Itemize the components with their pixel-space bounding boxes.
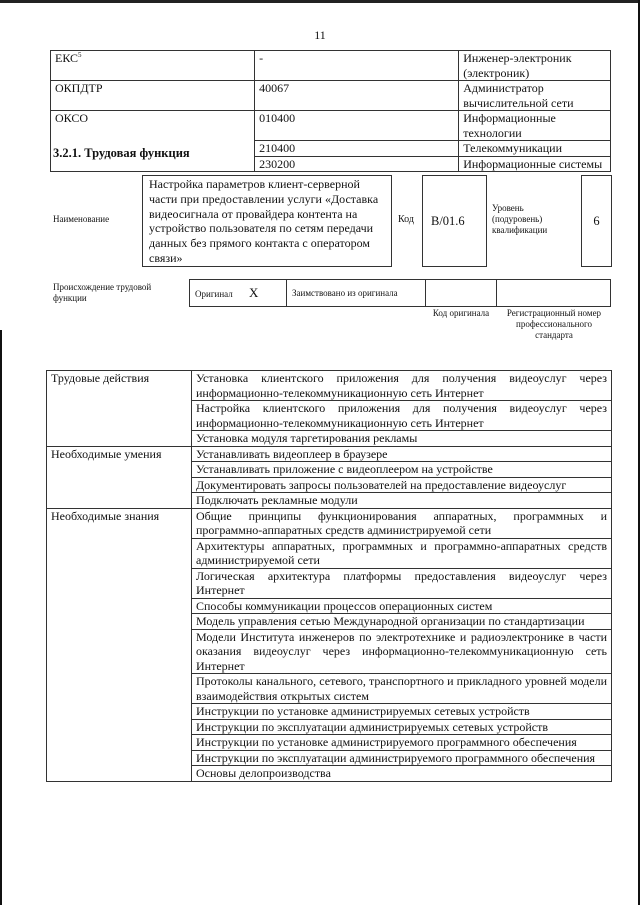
knowledge-item: Общие принципы функционирования аппаратных, программных и программно-аппаратных средств администрируемой сети — [192, 508, 612, 538]
code-cell: 010400 — [255, 111, 459, 141]
table-row — [51, 111, 611, 141]
function-code-box — [422, 175, 487, 267]
origin-table — [189, 279, 611, 307]
knowledge-item: Инструкции по эксплуатации администрируемого программного обеспечения — [192, 750, 612, 766]
name-cell: Администратор вычислительной сети — [459, 81, 611, 111]
section-heading: 3.2.1. Трудовая функция — [53, 146, 190, 160]
original-cell — [190, 280, 287, 307]
level-value: 6 — [593, 213, 600, 228]
origin-label: Происхождение трудовой функции — [53, 282, 152, 303]
code-cell: 40067 — [255, 81, 459, 111]
skill-item: Подключать рекламные модули — [192, 493, 612, 509]
name-cell: Инженер-электроник (электроник) — [459, 51, 611, 81]
knowledge-item: Архитектуры аппаратных, программных и программно-аппаратных средств администрируемой сети — [192, 538, 612, 568]
level-box — [581, 175, 612, 267]
footnote-ref: 5 — [78, 51, 82, 59]
knowledge-item: Логическая архитектура платформы предоставления видеоуслуг через Интернет — [192, 568, 612, 598]
original-label: Оригинал — [195, 288, 233, 299]
knowledge-item: Основы делопроизводства — [192, 766, 612, 782]
labor-action-item: Установка клиентского приложения для получения видеоуслуг через информационно-телекоммуникационную сеть Интернет — [192, 371, 612, 401]
classifier-cell: ОКПДТР — [51, 81, 255, 111]
knowledge-item: Модели Института инженеров по электротехнике и радиоэлектронике в части оказания видеоуслуг через информационно-телекоммуникационную сеть Интернет — [192, 629, 612, 674]
function-code: B/01.6 — [431, 213, 465, 228]
table-row — [51, 51, 611, 81]
knowledge-item: Протоколы канального, сетевого, транспортного и прикладного уровней модели взаимодействия открытых систем — [192, 674, 612, 704]
labor-action-item: Настройка клиентского приложения для получения видеоуслуг через информационно-телекоммуникационную сеть Интернет — [192, 401, 612, 431]
labor-actions-label: Трудовые действия — [47, 371, 192, 447]
function-details-table — [46, 370, 612, 782]
name-cell: Информационные технологии — [459, 111, 611, 141]
name-cell: Информационные системы — [459, 156, 611, 172]
name-cell: Телекоммуникации — [459, 141, 611, 157]
reg-number-caption: Регистрационный номер профессионального стандарта — [506, 308, 602, 340]
original-mark: X — [248, 284, 259, 300]
scan-left-edge — [0, 330, 2, 905]
skill-item: Устанавливать приложение с видеоплеером на устройстве — [192, 462, 612, 478]
table-row — [47, 371, 612, 401]
code-original-caption: Код оригинала — [432, 308, 490, 318]
table-row — [190, 280, 611, 307]
level-label: Уровень (подуровень) квалификации — [492, 203, 548, 235]
scan-top-edge — [0, 0, 640, 3]
skills-label: Необходимые умения — [47, 446, 192, 508]
classifier-cell: ОКСО — [51, 111, 255, 172]
knowledge-item: Инструкции по эксплуатации администрируемых сетевых устройств — [192, 719, 612, 735]
knowledge-label: Необходимые знания — [47, 508, 192, 781]
knowledge-item: Инструкции по установке администрируемого программного обеспечения — [192, 735, 612, 751]
table-row — [51, 81, 611, 111]
table-row — [47, 508, 612, 538]
name-label: Наименование — [53, 214, 110, 224]
function-name-box: Настройка параметров клиент-серверной части при предоставлении услуги «Доставка видеосигнала от провайдера контента на устройство пользователя по сетям передачи данных без прямого контакта с оператором связи» — [142, 175, 392, 267]
code-cell: 230200 — [255, 156, 459, 172]
skill-item: Устанавливать видеоплеер в браузере — [192, 446, 612, 462]
code-cell: - — [255, 51, 459, 81]
reg-number-cell — [497, 280, 611, 307]
knowledge-item: Способы коммуникации процессов операционных систем — [192, 598, 612, 614]
code-cell: 210400 — [255, 141, 459, 157]
code-label: Код — [398, 214, 414, 225]
borrowed-cell: Заимствовано из оригинала — [287, 280, 426, 307]
classifier-cell — [51, 51, 255, 81]
skill-item: Документировать запросы пользователей на предоставление видеоуслуг — [192, 477, 612, 493]
table-row — [47, 446, 612, 462]
page-number: 11 — [314, 28, 326, 42]
classifier-name: ЕКС — [55, 51, 79, 65]
code-original-cell — [426, 280, 497, 307]
knowledge-item: Модель управления сетью Международной организации по стандартизации — [192, 614, 612, 630]
labor-action-item: Установка модуля таргетирования рекламы — [192, 431, 612, 447]
knowledge-item: Инструкции по установке администрируемых сетевых устройств — [192, 704, 612, 720]
